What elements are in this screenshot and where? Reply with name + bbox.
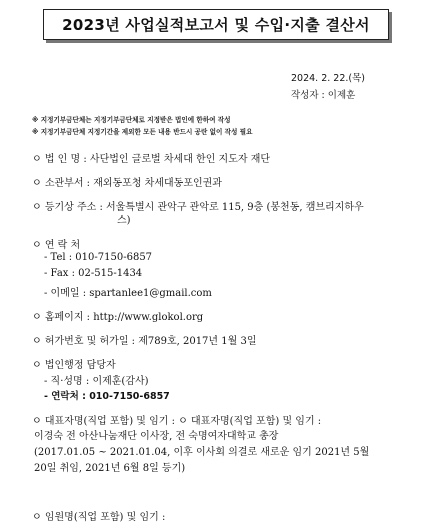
representative-term-1: (2017.01.05 ~ 2021.01.04, 이후 이사회 의결로 새로운 임기 2021년 5월 [34,447,370,458]
representative-term-2: 20일 취임, 2021년 6월 8일 등기) [34,463,186,474]
contact-tel: - Tel : 010-7150-6857 [44,252,153,263]
note-1: ※ 지정기부금단체는 지정기부금단체로 지정받은 법인에 한하여 작성 [32,116,231,124]
address-line-1: ㅇ 등기상 주소 : 서울특별시 관악구 관악로 115, 9층 (봉천동, 캠브리지하우 [32,202,364,213]
admin-heading: ㅇ 법인행정 담당자 [32,360,116,371]
report-date: 2024. 2. 22.(목) [291,73,365,84]
contact-heading: ㅇ 연 락 처 [32,240,81,251]
homepage: ㅇ 홈페이지 : http://www.glokol.org [32,312,204,323]
report-author: 작성자 : 이제훈 [291,90,356,101]
contact-email: - 이메일 : spartanlee1@gmail.com [44,288,212,299]
representative-name: 이경숙 전 아산나눔재단 이사장, 전 숙명여자대학교 총장 [34,431,279,442]
representative-heading: ㅇ 대표자명(직업 포함) 및 임기 : ㅇ 대표자명(직업 포함) 및 임기 : [32,416,322,427]
document-title: 2023년 사업실적보고서 및 수입·지출 결산서 [62,16,370,34]
admin-phone: - 연락처 : 010-7150-6857 [44,391,170,402]
admin-name: - 직·성명 : 이제훈(감사) [44,376,149,387]
title-box [43,9,389,40]
permit: ㅇ 허가번호 및 허가일 : 제789호, 2017년 1월 3일 [32,336,257,347]
department: ㅇ 소관부서 : 재외동포청 차세대동포인권과 [32,178,222,189]
address-line-2: 스) [117,215,131,226]
officers-heading: ㅇ 임원명(직업 포함) 및 임기 : [32,512,166,523]
contact-fax: - Fax : 02-515-1434 [44,268,143,279]
corp-name: ㅇ 법 인 명 : 사단법인 글로벌 차세대 한인 지도자 재단 [32,154,271,165]
note-2: ※ 지정기부금단체 지정기간을 제외한 모든 내용 반드시 공란 없이 작성 필요 [32,128,253,136]
